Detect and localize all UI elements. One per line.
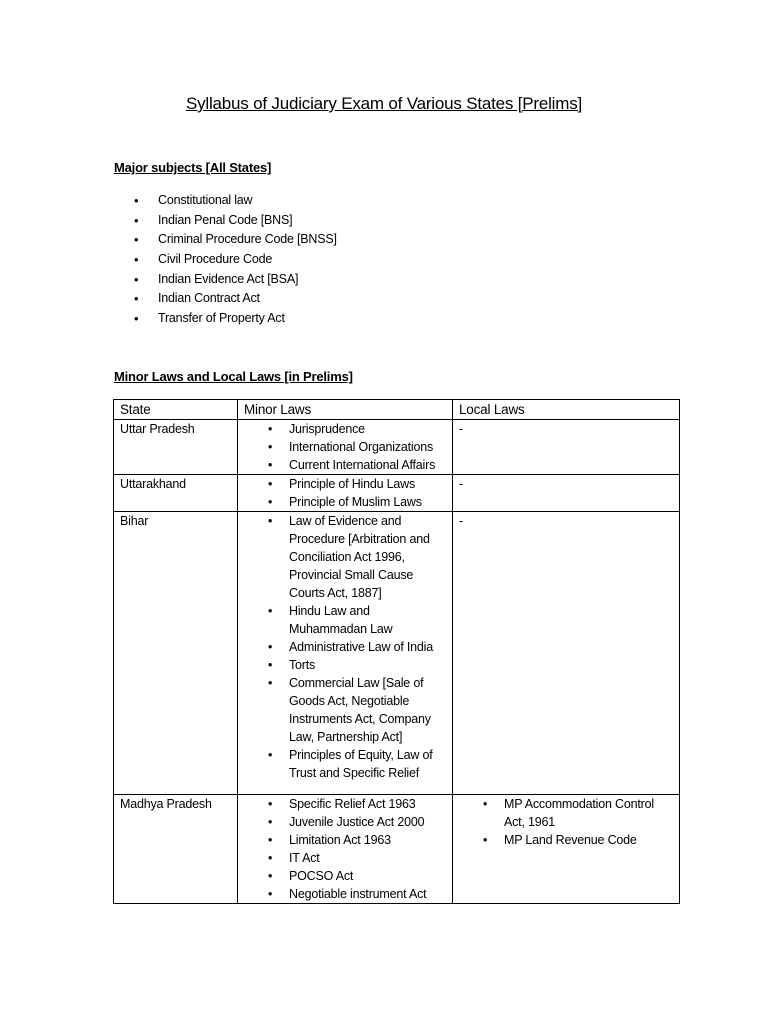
- list-item: • Negotiable instrument Act: [244, 885, 446, 903]
- table-row: [114, 475, 680, 512]
- list-item: • Hindu Law and Muhammadan Law: [244, 602, 446, 638]
- state-cell: Madhya Pradesh: [114, 795, 238, 904]
- list-item: • Torts: [244, 656, 446, 674]
- major-subjects-heading: Major subjects [All States]: [114, 160, 272, 175]
- list-item: • Transfer of Property Act: [114, 309, 337, 329]
- minor-laws-heading: Minor Laws and Local Laws [in Prelims]: [114, 369, 353, 384]
- empty-dash: -: [459, 477, 463, 491]
- list-item: • Specific Relief Act 1963: [244, 795, 446, 813]
- column-header-local-laws: Local Laws: [453, 400, 680, 420]
- minor-laws-cell: [238, 475, 453, 512]
- local-laws-cell: [453, 512, 680, 795]
- document-title: Syllabus of Judiciary Exam of Various States [Prelims]: [185, 94, 583, 113]
- minor-local-laws-table: [113, 399, 680, 904]
- empty-dash: -: [459, 422, 463, 436]
- list-item: • MP Land Revenue Code: [459, 831, 673, 849]
- table-row: [114, 512, 680, 795]
- minor-laws-cell: [238, 795, 453, 904]
- column-header-minor-laws: Minor Laws: [238, 400, 453, 420]
- table-row: [114, 420, 680, 475]
- list-item: • Constitutional law: [114, 191, 337, 211]
- column-header-state: State: [114, 400, 238, 420]
- list-item: • Commercial Law [Sale of Goods Act, Negotiable Instruments Act, Company Law, Partnership Act]: [244, 674, 446, 746]
- list-item: • Law of Evidence and Procedure [Arbitration and Conciliation Act 1996, Provincial Small Cause Courts Act, 1887]: [244, 512, 446, 602]
- table-header-row: [114, 400, 680, 420]
- local-laws-cell: [453, 475, 680, 512]
- list-item: • Limitation Act 1963: [244, 831, 446, 849]
- list-item: • MP Accommodation Control Act, 1961: [459, 795, 673, 831]
- list-item: • International Organizations: [244, 438, 446, 456]
- list-item: • Principle of Muslim Laws: [244, 493, 446, 511]
- list-item: • Principle of Hindu Laws: [244, 475, 446, 493]
- empty-dash: -: [459, 514, 463, 528]
- minor-laws-cell: [238, 420, 453, 475]
- list-item: • Civil Procedure Code: [114, 250, 337, 270]
- list-item: • IT Act: [244, 849, 446, 867]
- list-item: • Principles of Equity, Law of Trust and Specific Relief: [244, 746, 446, 782]
- local-laws-cell: [453, 420, 680, 475]
- state-cell: Uttarakhand: [114, 475, 238, 512]
- list-item: • Jurisprudence: [244, 420, 446, 438]
- list-item: • Indian Contract Act: [114, 289, 337, 309]
- table-row: [114, 795, 680, 904]
- list-item: • Current International Affairs: [244, 456, 446, 474]
- state-cell: Uttar Pradesh: [114, 420, 238, 475]
- local-laws-cell: [453, 795, 680, 904]
- major-subjects-list: [114, 191, 337, 329]
- list-item: • Administrative Law of India: [244, 638, 446, 656]
- list-item: • Indian Evidence Act [BSA]: [114, 270, 337, 290]
- state-cell: Bihar: [114, 512, 238, 795]
- list-item: • POCSO Act: [244, 867, 446, 885]
- list-item: • Criminal Procedure Code [BNSS]: [114, 230, 337, 250]
- list-item: • Juvenile Justice Act 2000: [244, 813, 446, 831]
- list-item: • Indian Penal Code [BNS]: [114, 211, 337, 231]
- minor-laws-cell: [238, 512, 453, 795]
